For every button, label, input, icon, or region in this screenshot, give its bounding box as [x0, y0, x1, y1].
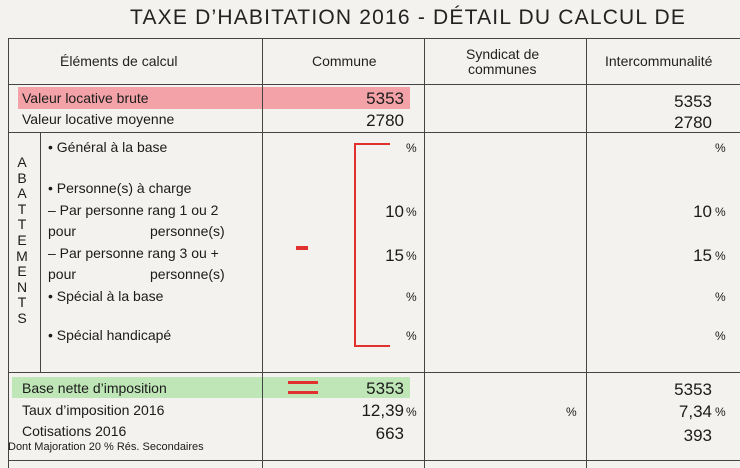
pct-rang12-commune: %	[406, 205, 417, 219]
abattement-special-handicape: • Spécial handicapé	[48, 327, 172, 343]
pct-rang12-interco: %	[715, 205, 726, 219]
rang3-line2a: pour	[48, 266, 77, 282]
pct-handicape-interco: %	[715, 329, 726, 343]
pct-taux-syndicat: %	[566, 405, 577, 419]
rang12-line1: – Par personne rang 1 ou 2	[48, 202, 219, 218]
header-intercommunalite: Intercommunalité	[605, 53, 713, 69]
abattement-special-base: • Spécial à la base	[48, 288, 164, 304]
taux-label: Taux d’imposition 2016	[22, 402, 165, 418]
pct-special-base-commune: %	[406, 290, 417, 304]
abattements-letter: A	[17, 185, 27, 202]
rang12-line2a: pour	[48, 223, 77, 239]
cotisations-label: Cotisations 2016	[22, 423, 127, 439]
rang12-commune: 10	[385, 202, 404, 221]
pct-rang3-commune: %	[406, 249, 417, 263]
annotation-bracket	[354, 143, 390, 347]
abattements-letter: T	[17, 200, 27, 217]
valeur-moyenne-interco: 2780	[674, 113, 712, 132]
cotisations-interco: 393	[683, 426, 712, 445]
pct-general-interco: %	[715, 141, 726, 155]
pct-handicape-commune: %	[406, 329, 417, 343]
base-nette-interco: 5353	[674, 380, 712, 399]
annotation-equals-sign	[288, 381, 318, 384]
abattements-letter: E	[17, 231, 27, 248]
rang3-line2b: personne(s)	[150, 266, 225, 282]
base-nette-label: Base nette d’imposition	[22, 380, 167, 396]
page-title: TAXE D’HABITATION 2016 - DÉTAIL DU CALCUL DE	[130, 6, 687, 29]
cotisations-commune: 663	[375, 424, 404, 443]
valeur-brute-label: Valeur locative brute	[22, 90, 149, 106]
header-commune: Commune	[312, 53, 377, 69]
rang12-interco: 10	[693, 202, 712, 221]
valeur-brute-interco: 5353	[674, 92, 712, 111]
pct-rang3-interco: %	[715, 249, 726, 263]
pct-taux-commune: %	[406, 405, 417, 419]
abattements-letter: S	[17, 309, 27, 326]
base-nette-commune: 5353	[366, 379, 404, 398]
valeur-moyenne-label: Valeur locative moyenne	[22, 111, 175, 127]
rang3-commune: 15	[385, 246, 404, 265]
rang3-line1: – Par personne rang 3 ou +	[48, 245, 219, 261]
abattements-letter: T	[17, 216, 27, 233]
abattements-letter: M	[16, 247, 28, 264]
rang12-line2b: personne(s)	[150, 223, 225, 239]
abattements-letter: N	[16, 278, 28, 295]
abattements-letter: A	[17, 154, 27, 170]
annotation-minus-sign	[296, 246, 308, 250]
annotation-equals-sign-lower	[288, 391, 318, 394]
rang3-interco: 15	[693, 246, 712, 265]
taux-commune: 12,39	[361, 401, 404, 420]
header-syndicat-line2: communes	[468, 61, 537, 77]
header-elements: Éléments de calcul	[60, 53, 178, 69]
pct-taux-interco: %	[715, 405, 726, 419]
abattements-vertical-label	[14, 155, 30, 327]
abattement-general: • Général à la base	[48, 139, 168, 155]
taux-interco: 7,34	[678, 402, 712, 421]
abattements-letter: E	[17, 263, 27, 280]
valeur-moyenne-commune: 2780	[366, 111, 404, 130]
header-syndicat-line1: Syndicat de	[466, 46, 540, 62]
pct-special-base-interco: %	[715, 290, 726, 304]
majoration-label: Dont Majoration 20 % Rés. Secondaires	[8, 441, 204, 453]
valeur-brute-commune: 5353	[366, 89, 404, 108]
pct-general-commune: %	[406, 141, 417, 155]
abattement-personnes: • Personne(s) à charge	[48, 180, 192, 196]
abattements-letter: T	[17, 294, 27, 311]
abattements-letter: B	[17, 169, 27, 186]
